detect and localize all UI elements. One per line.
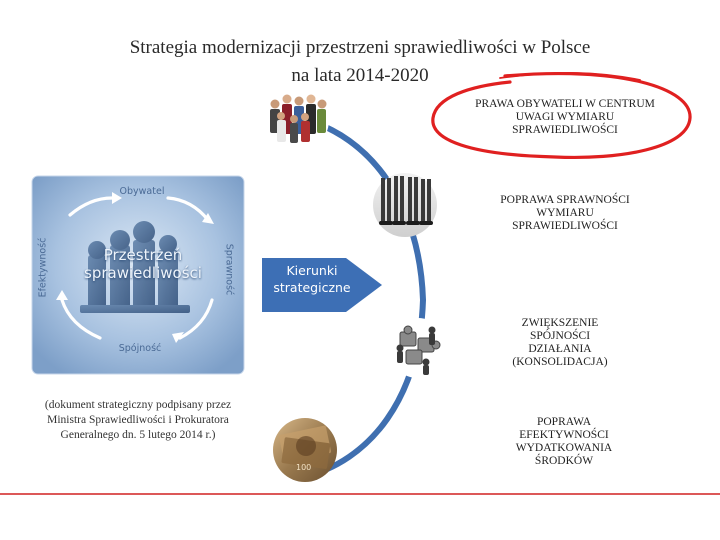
direction-1-line-2: UWAGI WYMIARU xyxy=(515,111,615,123)
center-title-line-2: sprawiedliwości xyxy=(84,264,202,282)
label-top: Obywatel xyxy=(119,186,165,197)
direction-3-line-3: DZIAŁANIA xyxy=(528,343,592,355)
svg-text:100: 100 xyxy=(296,463,312,472)
direction-4-line-3: WYDATKOWANIA xyxy=(515,442,613,454)
caption-line-2: Ministra Sprawiedliwości i Prokuratora xyxy=(47,414,229,426)
title-line-1: Strategia modernizacji przestrzeni sprawiedliwości w Polsce xyxy=(129,37,591,58)
direction-3-line-1: ZWIĘKSZENIE xyxy=(521,317,599,329)
label-right: Sprawność xyxy=(223,243,235,296)
puzzle-icon xyxy=(388,318,448,378)
direction-2-line-3: SPRAWIEDLIWOŚCI xyxy=(512,220,618,232)
direction-3-line-4: (KONSOLIDACJA) xyxy=(512,356,608,368)
direction-3-line-2: SPÓJNOŚCI xyxy=(529,330,591,342)
direction-4-line-4: ŚRODKÓW xyxy=(534,455,594,467)
caption-line-1: (dokument strategiczny podpisany przez xyxy=(44,399,232,411)
arrow-line-1: Kierunki xyxy=(286,263,338,278)
direction-label-3 xyxy=(480,317,640,369)
caption-line-3: Generalnego dn. 5 lutego 2014 r.) xyxy=(60,429,216,441)
direction-4-line-1: POPRAWA xyxy=(536,416,592,428)
title-line-2: na lata 2014-2020 xyxy=(291,65,429,86)
money-icon xyxy=(273,418,337,482)
arrow-label xyxy=(262,262,362,296)
direction-label-4 xyxy=(484,416,644,468)
label-bottom: Spójność xyxy=(118,343,162,354)
direction-label-2 xyxy=(460,194,670,233)
document-caption xyxy=(18,398,258,443)
direction-label-1 xyxy=(445,98,685,137)
arrow-line-2: strategiczne xyxy=(273,280,351,295)
people-icon xyxy=(265,88,329,152)
diagram-center-title xyxy=(68,246,218,282)
direction-4-line-2: EFEKTYWNOŚCI xyxy=(519,429,609,441)
direction-2-line-2: WYMIARU xyxy=(536,207,594,219)
label-left: Efektywność xyxy=(37,237,49,298)
center-title-line-1: Przestrzeń xyxy=(103,246,183,264)
direction-2-line-1: POPRAWA SPRAWNOŚCI xyxy=(500,194,630,206)
direction-1-line-1: PRAWA OBYWATELI W CENTRUM xyxy=(475,98,655,110)
direction-1-line-3: SPRAWIEDLIWOŚCI xyxy=(512,124,618,136)
legs-icon xyxy=(373,173,437,237)
